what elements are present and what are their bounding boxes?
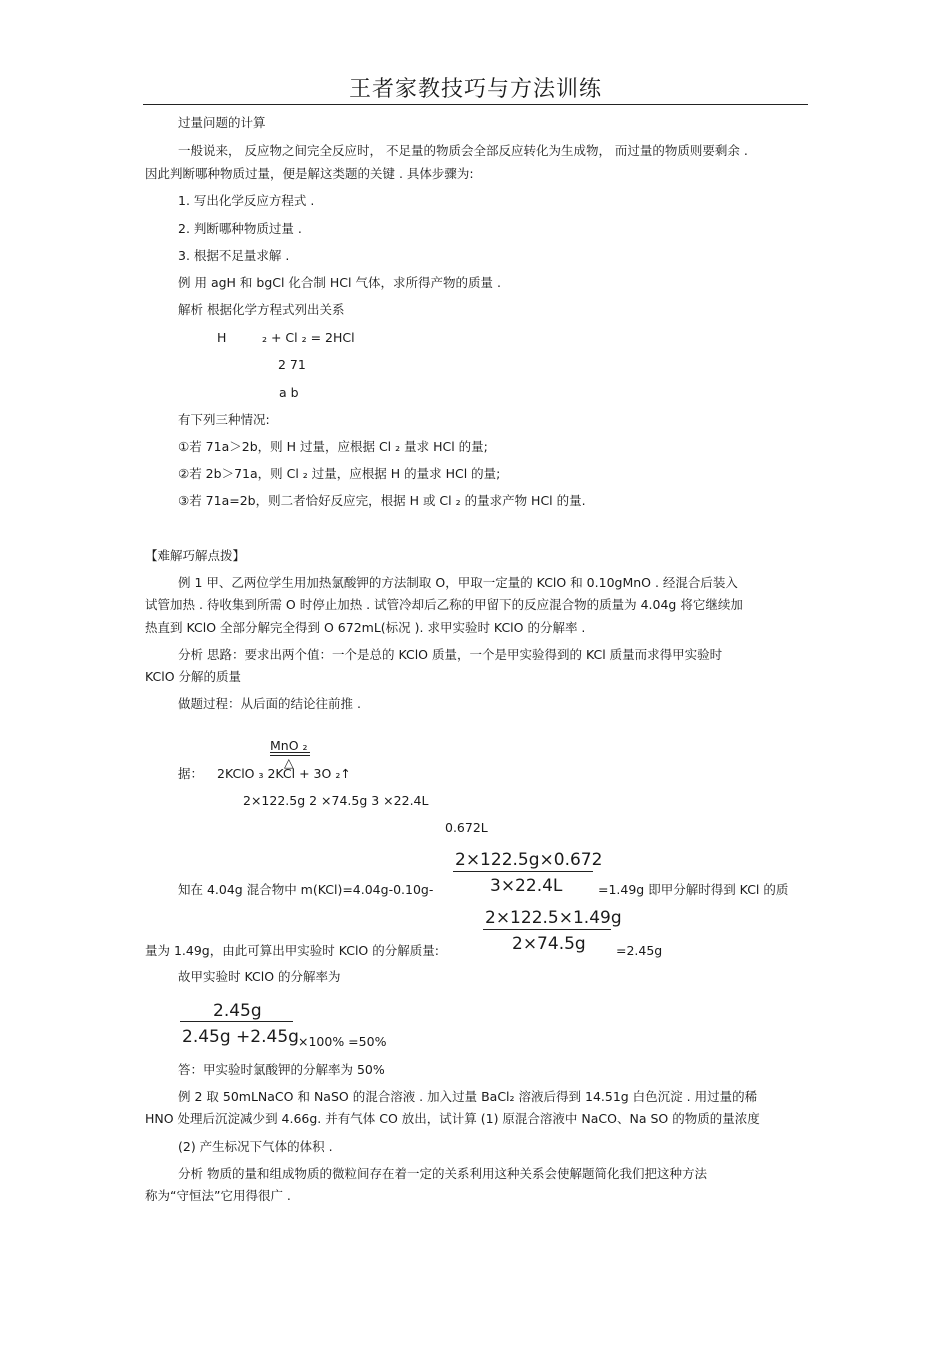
equation-mass: 2×122.5g 2 ×74.5g 3 ×22.4L (243, 793, 429, 808)
paragraph-line: 做题过程：从后面的结论往前推 . (178, 696, 361, 711)
paragraph-line: 称为“守恒法”它用得很广 . (145, 1188, 291, 1203)
equation-volume: 0.672L (445, 820, 488, 835)
fraction-denominator: 2.45g +2.45g (182, 1027, 299, 1047)
fraction-numerator: 2×122.5×1.49g (485, 908, 622, 928)
cases-intro: 有下列三种情况: (178, 412, 270, 427)
paragraph-line: 一般说来， 反应物之间完全反应时， 不足量的物质会全部反应转化为生成物， 而过量的物质则要剩余 . (178, 143, 748, 158)
fraction-bar (483, 929, 611, 930)
paragraph-line: (2) 产生标况下气体的体积 . (178, 1139, 333, 1154)
paragraph-line: 分析 物质的量和组成物质的微粒间存在着一定的关系利用这种关系会使解题简化我们把这种方法 (178, 1166, 707, 1181)
section-heading: 过量问题的计算 (178, 115, 266, 130)
fraction-numerator: 2×122.5g×0.672 (455, 850, 603, 870)
step-item: 3. 根据不足量求解 . (178, 248, 290, 263)
paragraph-line: HNO 处理后沉淀减少到 4.66g. 并有气体 CO 放出，试计算 (1) 原混合溶液中 NaCO、Na SO 的物质的量浓度 (145, 1111, 760, 1126)
page-title: 王者家教技巧与方法训练 (349, 77, 603, 102)
example-line: 例 用 agH 和 bgCl 化合制 HCl 气体，求所得产物的质量 . (178, 275, 501, 290)
equation-ratio: 2 71 (278, 357, 306, 372)
solution-line: 解析 根据化学方程式列出关系 (178, 302, 345, 317)
paragraph-line: 热直到 KClO 全部分解完全得到 O 672mL(标况 ). 求甲实验时 KClO 的分解率 . (145, 620, 586, 635)
equation-main: 2KClO ₃ 2KCl + 3O ₂↑ (217, 766, 351, 781)
title-divider (143, 104, 808, 105)
catalyst-label: MnO ₂ (270, 738, 308, 753)
equation-rest: ₂ + Cl ₂ = 2HCl (262, 330, 355, 345)
equation-lead: 据： (178, 766, 204, 781)
rate-result: ×100% =50% (298, 1034, 387, 1049)
reaction-arrow-line (270, 752, 310, 753)
fraction-bar (453, 871, 593, 872)
section-heading: 【难解巧解点拨】 (145, 548, 246, 563)
paragraph-line: 知在 4.04g 混合物中 m(KCl)=4.04g-0.10g- (178, 882, 434, 897)
paragraph-line: 例 2 取 50mLNaCO 和 NaSO 的混合溶液 . 加入过量 BaCl₂ 溶液后得到 14.51g 白色沉淀 . 用过量的稀 (178, 1089, 758, 1104)
case-item: ②若 2b＞71a，则 Cl ₂ 过量，应根据 H 的量求 HCl 的量; (178, 466, 501, 481)
paragraph-line: 因此判断哪种物质过量，便是解这类题的关键 . 具体步骤为: (145, 166, 474, 181)
step-item: 2. 判断哪种物质过量 . (178, 221, 302, 236)
paragraph-line: 量为 1.49g，由此可算出甲实验时 KClO 的分解质量: (145, 943, 439, 958)
paragraph-line: 故甲实验时 KClO 的分解率为 (178, 969, 341, 984)
equation-h: H (217, 330, 227, 345)
case-item: ③若 71a=2b，则二者恰好反应完，根据 H 或 Cl ₂ 的量求产物 HCl 的量. (178, 493, 586, 508)
fraction-bar (180, 1021, 293, 1022)
paragraph-line: =1.49g 即甲分解时得到 KCl 的质 (598, 882, 789, 897)
paragraph-line: KClO 分解的质量 (145, 669, 242, 684)
paragraph-line: 例 1 甲、乙两位学生用加热氯酸钾的方法制取 O，甲取一定量的 KClO 和 0.10gMnO . 经混合后装入 (178, 575, 738, 590)
step-item: 1. 写出化学反应方程式 . (178, 193, 315, 208)
answer-line: 答：甲实验时氯酸钾的分解率为 50% (178, 1062, 385, 1077)
equation-ab: a b (279, 385, 299, 400)
paragraph-line: 试管加热 . 待收集到所需 O 时停止加热 . 试管冷却后乙称的甲留下的反应混合物的质量为 4.04g 将它继续加 (145, 597, 743, 612)
fraction-denominator: 2×74.5g (512, 934, 586, 954)
case-item: ①若 71a＞2b，则 H 过量，应根据 Cl ₂ 量求 HCl 的量; (178, 439, 488, 454)
fraction-numerator: 2.45g (213, 1001, 262, 1021)
heat-symbol: △ (284, 755, 294, 770)
paragraph-line: 分析 思路：要求出两个值：一个是总的 KClO 质量，一个是甲实验得到的 KCl 质量而求得甲实验时 (178, 647, 723, 662)
paragraph-line: =2.45g (616, 943, 663, 958)
fraction-denominator: 3×22.4L (490, 876, 563, 896)
